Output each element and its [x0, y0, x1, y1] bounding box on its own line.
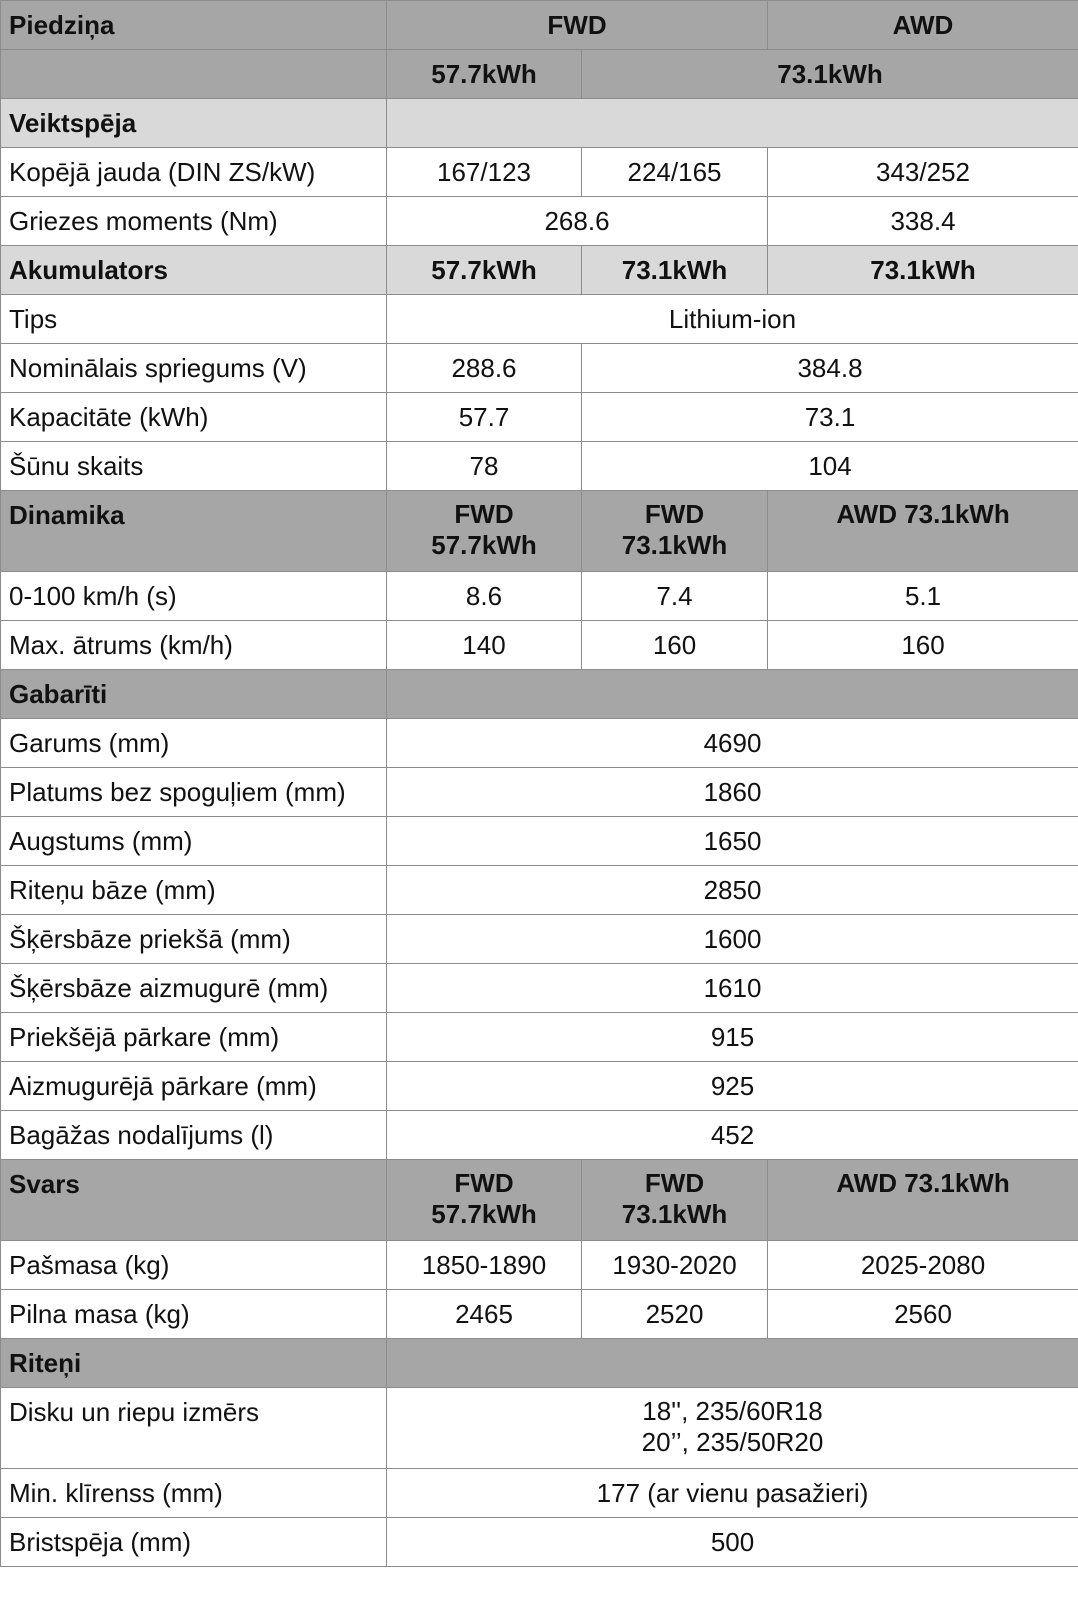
row-label-cell: Disku un riepu izmērs [1, 1388, 387, 1469]
table-row [1, 572, 1078, 621]
table-row [1, 719, 1078, 768]
table-row [1, 768, 1078, 817]
value-cell: 384.8 [582, 344, 1078, 393]
value-cell: 338.4 [768, 197, 1078, 246]
value-cell: 160 [582, 621, 768, 670]
table-row [1, 491, 1078, 572]
row-label-cell: Šūnu skaits [1, 442, 387, 491]
row-label-cell: Platums bez spoguļiem (mm) [1, 768, 387, 817]
value-cell: 915 [387, 1013, 1078, 1062]
value-cell: Lithium-ion [387, 295, 1078, 344]
row-label-cell: Pilna masa (kg) [1, 1290, 387, 1339]
value-cell: FWD 73.1kWh [582, 491, 768, 572]
table-row [1, 621, 1078, 670]
value-cell: AWD [768, 1, 1078, 50]
value-cell: 18'', 235/60R18 20’’, 235/50R20 [387, 1388, 1078, 1469]
value-cell: 73.1kWh [582, 50, 1078, 99]
value-cell: AWD 73.1kWh [768, 1160, 1078, 1241]
row-label-cell: Dinamika [1, 491, 387, 572]
row-label-cell: Piedziņa [1, 1, 387, 50]
table-row [1, 295, 1078, 344]
table-row [1, 1241, 1078, 1290]
table-row [1, 1388, 1078, 1469]
table-row [1, 964, 1078, 1013]
value-cell: 1930-2020 [582, 1241, 768, 1290]
row-label-cell: Veiktspēja [1, 99, 387, 148]
table-row [1, 246, 1078, 295]
table-row [1, 866, 1078, 915]
value-cell: 8.6 [387, 572, 582, 621]
value-cell: 140 [387, 621, 582, 670]
table-row [1, 1, 1078, 50]
spec-table-body [1, 1, 1078, 1567]
table-row [1, 915, 1078, 964]
row-label-cell: Šķērsbāze priekšā (mm) [1, 915, 387, 964]
value-cell: 2025-2080 [768, 1241, 1078, 1290]
value-cell: 1850-1890 [387, 1241, 582, 1290]
value-cell: 2850 [387, 866, 1078, 915]
value-cell: AWD 73.1kWh [768, 491, 1078, 572]
table-row [1, 442, 1078, 491]
table-row [1, 1518, 1078, 1567]
row-label-cell: Riteņi [1, 1339, 387, 1388]
row-label-cell: Riteņu bāze (mm) [1, 866, 387, 915]
row-label-cell: Nominālais spriegums (V) [1, 344, 387, 393]
value-cell: FWD 57.7kWh [387, 491, 582, 572]
value-cell: 1860 [387, 768, 1078, 817]
value-cell: 224/165 [582, 148, 768, 197]
row-label-cell [1, 50, 387, 99]
row-label-cell: Kapacitāte (kWh) [1, 393, 387, 442]
row-label-cell: Griezes moments (Nm) [1, 197, 387, 246]
row-label-cell: Augstums (mm) [1, 817, 387, 866]
row-label-cell: Aizmugurējā pārkare (mm) [1, 1062, 387, 1111]
row-label-cell: Pašmasa (kg) [1, 1241, 387, 1290]
table-row [1, 1339, 1078, 1388]
value-cell: 452 [387, 1111, 1078, 1160]
table-row [1, 670, 1078, 719]
table-row [1, 344, 1078, 393]
value-cell: 268.6 [387, 197, 768, 246]
value-cell: 500 [387, 1518, 1078, 1567]
value-cell [387, 1339, 1078, 1388]
row-label-cell: Svars [1, 1160, 387, 1241]
row-label-cell: Gabarīti [1, 670, 387, 719]
table-row [1, 1290, 1078, 1339]
row-label-cell: Bagāžas nodalījums (l) [1, 1111, 387, 1160]
value-cell: 4690 [387, 719, 1078, 768]
value-cell: 167/123 [387, 148, 582, 197]
value-cell: 160 [768, 621, 1078, 670]
value-cell: 2560 [768, 1290, 1078, 1339]
value-cell: 73.1kWh [582, 246, 768, 295]
table-row [1, 50, 1078, 99]
row-label-cell: Bristspēja (mm) [1, 1518, 387, 1567]
table-row [1, 1013, 1078, 1062]
table-row [1, 1062, 1078, 1111]
value-cell: 177 (ar vienu pasažieri) [387, 1469, 1078, 1518]
value-cell: 57.7kWh [387, 50, 582, 99]
table-row [1, 148, 1078, 197]
value-cell: 1650 [387, 817, 1078, 866]
value-cell: 2465 [387, 1290, 582, 1339]
value-cell: 78 [387, 442, 582, 491]
value-cell: 1600 [387, 915, 1078, 964]
value-cell: 1610 [387, 964, 1078, 1013]
table-row [1, 1111, 1078, 1160]
row-label-cell: Šķērsbāze aizmugurē (mm) [1, 964, 387, 1013]
value-cell: 73.1kWh [768, 246, 1078, 295]
value-cell: FWD 73.1kWh [582, 1160, 768, 1241]
value-cell: 343/252 [768, 148, 1078, 197]
row-label-cell: Kopējā jauda (DIN ZS/kW) [1, 148, 387, 197]
table-row [1, 817, 1078, 866]
row-label-cell: 0-100 km/h (s) [1, 572, 387, 621]
table-row [1, 393, 1078, 442]
value-cell: 104 [582, 442, 1078, 491]
row-label-cell: Min. klīrenss (mm) [1, 1469, 387, 1518]
value-cell: 2520 [582, 1290, 768, 1339]
value-cell: 288.6 [387, 344, 582, 393]
value-cell: 7.4 [582, 572, 768, 621]
row-label-cell: Priekšējā pārkare (mm) [1, 1013, 387, 1062]
table-row [1, 1160, 1078, 1241]
row-label-cell: Akumulators [1, 246, 387, 295]
value-cell [387, 670, 1078, 719]
row-label-cell: Tips [1, 295, 387, 344]
value-cell [387, 99, 1078, 148]
row-label-cell: Max. ātrums (km/h) [1, 621, 387, 670]
table-row [1, 197, 1078, 246]
value-cell: 925 [387, 1062, 1078, 1111]
value-cell: FWD 57.7kWh [387, 1160, 582, 1241]
table-row [1, 99, 1078, 148]
value-cell: FWD [387, 1, 768, 50]
value-cell: 73.1 [582, 393, 1078, 442]
value-cell: 5.1 [768, 572, 1078, 621]
value-cell: 57.7kWh [387, 246, 582, 295]
row-label-cell: Garums (mm) [1, 719, 387, 768]
table-row [1, 1469, 1078, 1518]
value-cell: 57.7 [387, 393, 582, 442]
